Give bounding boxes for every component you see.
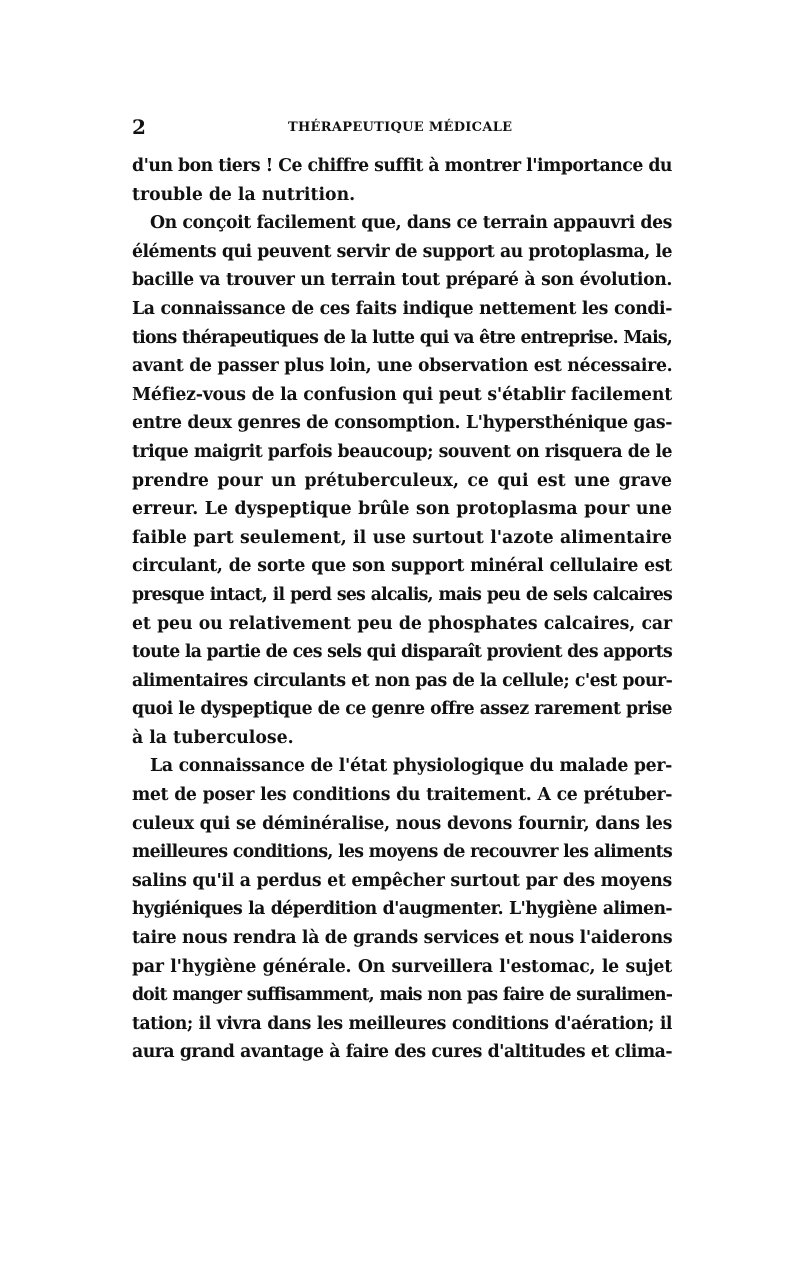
text-line: trouble de la nutrition. [132,184,356,205]
text-line: trique maigrit parfois beaucoup; souvent on risquera de le [132,441,672,462]
text-line: avant de passer plus loin, une observation est nécessaire. [132,356,673,377]
text-line: tation; il vivra dans les meilleures conditions d'aération; il [132,1013,672,1034]
text-line: Méfiez-vous de la confusion qui peut s'établir facilement [132,384,672,405]
text-line: erreur. Le dyspeptique brûle son protoplasma pour une [132,499,672,520]
text-line: quoi le dyspeptique de ce genre offre assez rarement prise [132,699,672,720]
text-line: taire nous rendra là de grands services et nous l'aiderons [132,928,673,949]
text-line: alimentaires circulants et non pas de la cellule; c'est pour- [132,670,673,691]
text-line: éléments qui peuvent servir de support au protoplasma, le [132,241,672,262]
page-number: 2 [132,115,146,139]
text-line: par l'hygiène générale. On surveillera l'estomac, le sujet [132,956,672,977]
book-page [132,114,672,1067]
text-line: bacille va trouver un terrain tout préparé à son évolution. [132,270,672,291]
running-header [132,114,672,146]
text-line: met de poser les conditions du traitement. A ce prétuber- [132,785,672,806]
text-line: doit manger suffisamment, mais non pas faire de suralimen- [132,985,672,1006]
text-line: circulant, de sorte que son support minéral cellulaire est [132,556,672,577]
text-line: La connaissance de l'état physiologique du malade per- [150,756,672,777]
text-line: aura grand avantage à faire des cures d'altitudes et clima- [132,1042,672,1063]
text-line: prendre pour un prétuberculeux, ce qui est une grave [132,470,672,491]
text-line: tions thérapeutiques de la lutte qui va être entreprise. Mais, [132,327,672,348]
text-line: hygiéniques la déperdition d'augmenter. L'hygiène alimen- [132,899,672,920]
text-line: On conçoit facilement que, dans ce terrain appauvri des [150,213,672,234]
text-line: presque intact, il perd ses alcalis, mais peu de sels calcaires [132,584,672,605]
text-line: entre deux genres de consomption. L'hypersthénique gas- [132,413,672,434]
text-line: culeux qui se déminéralise, nous devons fournir, dans les [132,813,672,834]
text-line: La connaissance de ces faits indique nettement les condi- [132,298,672,319]
text-line: toute la partie de ces sels qui disparaît provient des apports [132,642,672,663]
text-line: salins qu'il a perdus et empêcher surtout par des moyens [132,870,672,891]
body-text [132,152,672,1067]
running-title: THÉRAPEUTIQUE MÉDICALE [288,120,513,135]
text-line: d'un bon tiers ! Ce chiffre suffit à montrer l'importance du [132,156,672,176]
text-line: et peu ou relativement peu de phosphates calcaires, car [132,613,672,634]
text-line: à la tuberculose. [132,727,294,748]
text-line: meilleures conditions, les moyens de recouvrer les aliments [132,842,672,863]
text-line: faible part seulement, il use surtout l'azote alimentaire [132,527,672,548]
